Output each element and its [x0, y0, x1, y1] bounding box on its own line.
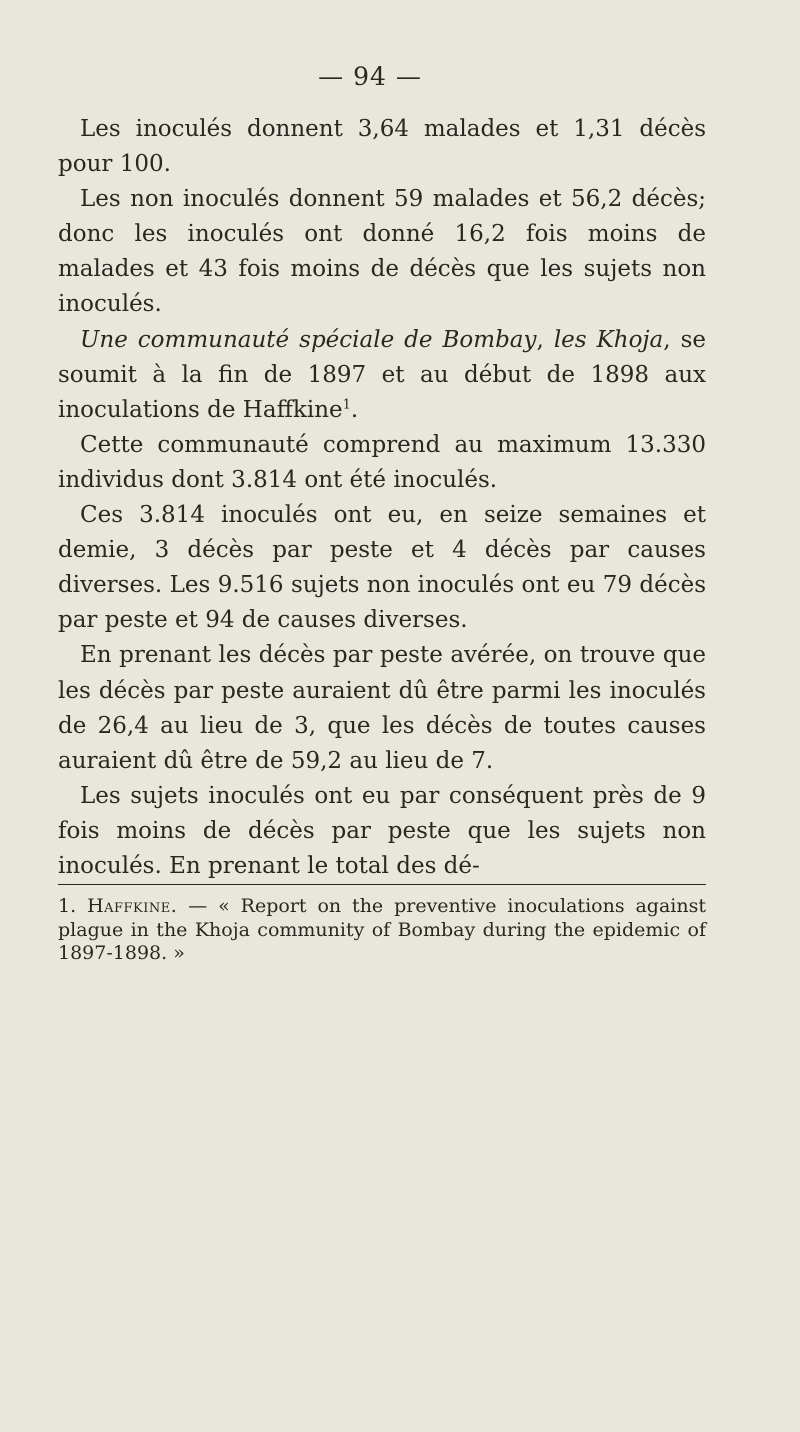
body-text [58, 112, 706, 884]
paragraph-3 [58, 323, 706, 428]
separator-comma: , [536, 326, 554, 353]
italic-phrase-community: Une communauté spéciale de Bombay [80, 326, 537, 353]
paragraph-6: En prenant les décès par peste avérée, on trouve que les décès par peste auraient dû être parmi les inoculés de 26,4 au lieu de 3, que les décès de toutes causes auraient dû être de 59,2 au lieu de 7. [58, 642, 706, 774]
footnote-divider [58, 884, 706, 885]
footnote-1 [58, 895, 706, 966]
paragraph-4: Cette communauté comprend au maximum 13.330 individus dont 3.814 ont été inoculés. [58, 431, 706, 493]
paragraph-7: Les sujets inoculés ont eu par conséquent près de 9 fois moins de décès par peste que les sujets non inoculés. En prenant le total des dé- [58, 782, 706, 879]
footnotes [58, 895, 706, 966]
paragraph-1: Les inoculés donnent 3,64 malades et 1,31 décès pour 100. [58, 116, 706, 178]
paragraph-2: Les non inoculés donnent 59 malades et 56,2 décès; donc les inoculés ont donné 16,2 fois moins de malades et 43 fois moins de décès que les sujets non inoculés. [58, 186, 706, 318]
footnote-text: — « Report on the preventive inoculations against plague in the Khoja community of Bombay during the epidemic of 1897-1898. » [58, 895, 706, 964]
page-number: — 94 — [318, 62, 422, 91]
footnote-reference[interactable]: 1 [342, 397, 351, 413]
paragraph-3-text: , se soumit à la fin de 1897 et au début de 1898 aux inoculations de Haffkine [58, 326, 706, 423]
paragraph-5: Ces 3.814 inoculés ont eu, en seize semaines et demie, 3 décès par peste et 4 décès par causes diverses. Les 9.516 sujets non inoculés ont eu 79 décès par peste et 94 de causes diverses. [58, 502, 706, 634]
paragraph-3-end: . [350, 396, 359, 423]
footnote-author: Haffkine. [87, 895, 178, 917]
italic-phrase-khoja: les Khoja [553, 326, 664, 353]
footnote-number: 1. [58, 895, 77, 917]
